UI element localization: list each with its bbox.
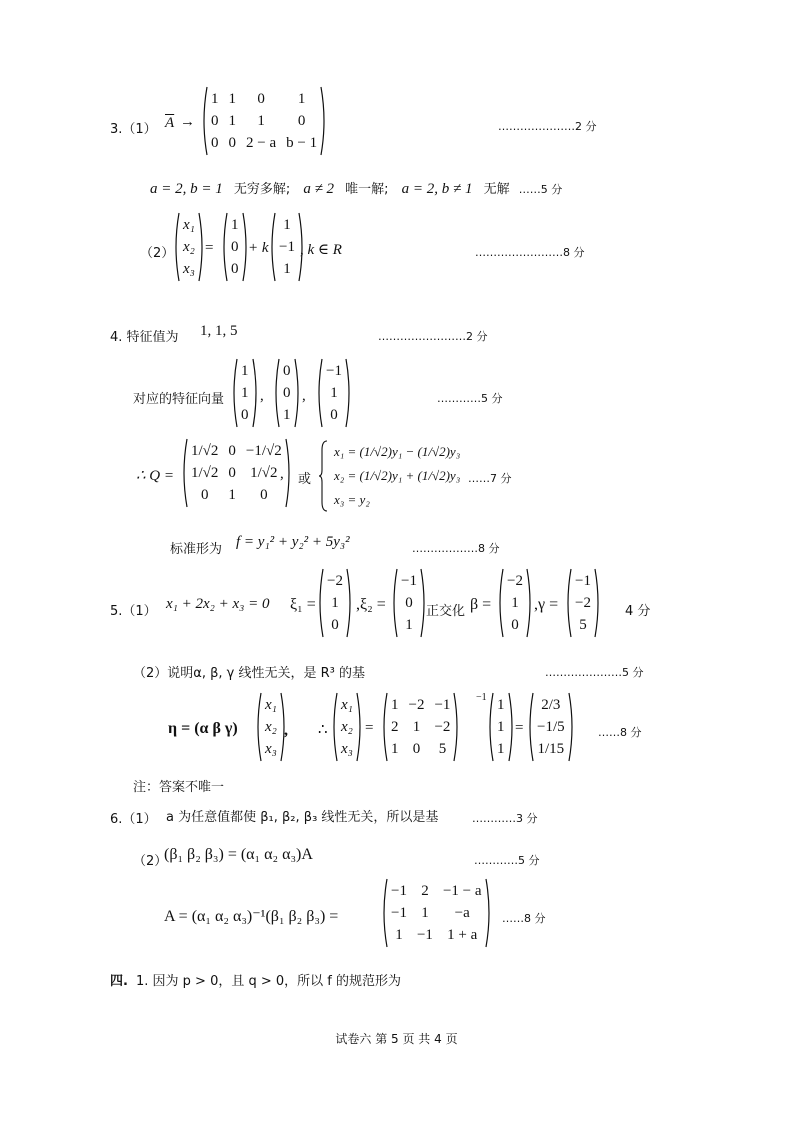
section-four-label: 四. <box>110 974 128 989</box>
q4-label: 4. 特征值为 <box>110 330 179 345</box>
q6-part2-label: （2） <box>133 854 168 869</box>
q5-eta: η = (α β γ) <box>168 720 238 737</box>
q6-label: 6.（1） <box>110 812 157 827</box>
q4-std-text: 标准形为 <box>170 542 223 557</box>
matrix-cell: 2 <box>421 883 429 899</box>
matrix-cell: 0 <box>405 595 413 611</box>
q5-eta-vector <box>254 694 288 764</box>
left-paren <box>220 212 228 282</box>
matrix-cell: 1 <box>231 217 239 233</box>
q5-ones-vector <box>486 694 516 764</box>
matrix-cell: 1/√2 <box>191 465 219 481</box>
q5-score-1: 4 分 <box>625 604 651 619</box>
q5-beta: β = <box>470 596 492 613</box>
matrix-cell: −2 <box>434 719 451 735</box>
q4-eigvec-3 <box>315 360 353 430</box>
matrix-cell: −a <box>454 905 470 921</box>
q5-beta-vector <box>496 570 534 640</box>
right-paren <box>568 692 576 762</box>
system-equation: x₂ = (1/√2)y₁ + (1/√2)y₃ <box>334 468 461 483</box>
q5-xi1-vector <box>316 570 354 640</box>
left-paren <box>172 212 180 282</box>
right-paren <box>485 878 493 948</box>
q4-score-2: …………5 分 <box>437 392 503 405</box>
matrix-cell: −2 <box>327 573 343 589</box>
right-paren <box>356 692 364 762</box>
q5-gamma: ,γ = <box>534 596 559 613</box>
q5-basis-matrix <box>380 694 461 764</box>
left-paren <box>268 212 276 282</box>
right-paren <box>320 86 328 156</box>
left-paren <box>486 692 494 762</box>
matrix-cell: x₃ <box>265 741 277 757</box>
matrix-cell: −2 <box>575 595 591 611</box>
matrix-cell: 1 <box>421 905 429 921</box>
q6-score-1: …………3 分 <box>472 812 538 825</box>
matrix-cell: 1 <box>297 91 306 107</box>
left-paren <box>390 568 398 638</box>
left-paren <box>316 568 324 638</box>
left-paren <box>272 358 280 428</box>
q3-matrix-name: $\overline{A}$ <box>165 115 175 131</box>
equals: = <box>365 720 374 736</box>
matrix-cell: 1 <box>405 617 413 633</box>
matrix-cell: 1 <box>497 719 505 735</box>
q5-part2-text: （2）说明α, β, γ 线性无关，是 R³ 的基 <box>133 666 366 681</box>
matrix-cell: 0 <box>200 487 209 503</box>
q5-label: 5.（1） <box>110 604 157 619</box>
matrix-cell: 1 <box>228 113 236 129</box>
left-paren <box>380 878 388 948</box>
matrix-cell: 1 <box>228 91 236 107</box>
left-paren <box>330 692 338 762</box>
section-four-text: 1. 因为 p > 0，且 q > 0，所以 f 的规范形为 <box>136 974 402 989</box>
comma: , <box>284 722 288 739</box>
matrix-cell: 2 − a <box>246 135 277 151</box>
q5-therefore: ∴ <box>318 722 328 738</box>
q5-gamma-vector <box>564 570 602 640</box>
matrix-cell: −2 <box>408 697 425 713</box>
q6-text1: a 为任意值都使 β₁, β₂, β₃ 线性无关，所以是基 <box>166 810 439 825</box>
matrix-cell: 2/3 <box>541 697 561 713</box>
right-paren <box>285 438 293 508</box>
q3-k-domain: , k ∈ R <box>300 242 342 258</box>
q6-score-3: ……8 分 <box>502 912 546 925</box>
q4-std-form: f = y₁² + y₂² + 5y₃² <box>236 534 350 550</box>
brace-icon <box>318 440 328 512</box>
q3-conditions: a = 2, b = 1 无穷多解; a ≠ 2 唯一解; a = 2, b ≠ 1 无解 ……5 分 <box>150 181 563 197</box>
matrix-cell: x₂ <box>265 719 277 735</box>
matrix-cell: −1 <box>279 239 295 255</box>
comma: , <box>260 388 264 404</box>
left-paren <box>315 358 323 428</box>
matrix-cell: 1 <box>211 91 219 107</box>
matrix-cell: x₁ <box>341 697 353 713</box>
right-paren <box>294 358 302 428</box>
matrix-cell: −2 <box>507 573 523 589</box>
matrix-cell: 0 <box>228 443 236 459</box>
system-equation: x₁ = (1/√2)y₁ − (1/√2)y₃ <box>334 444 461 459</box>
q5-result-vector <box>526 694 576 764</box>
q4-eigvec-text: 对应的特征向量 <box>133 392 225 407</box>
q3-label: 3.（1） <box>110 122 157 137</box>
matrix-cell: 1 <box>395 927 403 943</box>
matrix-cell: x₁ <box>265 697 277 713</box>
q6-eq3: A = (α₁ α₂ α₃)⁻¹(β₁ β₂ β₃) = <box>164 908 339 925</box>
q4-score-3: ……7 分 <box>468 472 512 485</box>
left-paren <box>180 438 188 508</box>
matrix-cell: −1/5 <box>537 719 565 735</box>
matrix-cell: 0 <box>211 135 219 151</box>
matrix-cell: 0 <box>260 487 268 503</box>
q3-plus-k: + k <box>248 240 269 256</box>
matrix-cell: x₃ <box>341 741 353 757</box>
matrix-cell: 0 <box>511 617 519 633</box>
q4-eigenvalues: 1, 1, 5 <box>200 323 238 339</box>
q4-therefore-q: ∴ Q = <box>136 468 174 484</box>
matrix-cell: x₂ <box>183 239 195 255</box>
left-paren <box>496 568 504 638</box>
equals: = <box>515 720 524 736</box>
matrix-cell: 1/√2 <box>250 465 278 481</box>
matrix-cell: −1 <box>326 363 342 379</box>
right-paren <box>345 358 353 428</box>
matrix-cell: −1 − a <box>442 883 482 899</box>
matrix-cell: 1 <box>511 595 519 611</box>
q4-eigvec-1 <box>230 360 260 430</box>
q6-score-2: …………5 分 <box>474 854 540 867</box>
q4-eigvec-2 <box>272 360 302 430</box>
left-paren <box>254 692 262 762</box>
q3-score-1: …………………2 分 <box>498 120 597 133</box>
q4-q-matrix <box>180 440 293 510</box>
matrix-cell: 0 <box>330 407 338 423</box>
matrix-cell: −1 <box>575 573 591 589</box>
left-paren <box>564 568 572 638</box>
q3-augmented-matrix <box>200 88 328 158</box>
q4-or: 或 <box>298 472 312 487</box>
matrix-cell: 0 <box>211 113 219 129</box>
matrix-cell: 1 <box>283 217 291 233</box>
page-footer: 试卷六 第 5 页 共 4 页 <box>335 1032 458 1046</box>
matrix-cell: −1/√2 <box>245 443 282 459</box>
matrix-cell: −1 <box>391 905 407 921</box>
q3-part2-label: （2） <box>140 246 175 261</box>
q5-score-3: ……8 分 <box>598 726 642 739</box>
q5-xi2-vector <box>390 570 428 640</box>
left-paren <box>526 692 534 762</box>
left-paren <box>380 692 388 762</box>
matrix-cell: x₂ <box>341 719 353 735</box>
matrix-cell: 0 <box>241 407 249 423</box>
q3-arrow: → <box>180 114 195 130</box>
q5-score-2: …………………5 分 <box>545 666 644 679</box>
matrix-cell: −1 <box>416 927 433 943</box>
matrix-cell: 5 <box>438 741 447 757</box>
q6-eq2: (β₁ β₂ β₃) = (α₁ α₂ α₃)A <box>164 846 313 863</box>
matrix-cell: 1 <box>391 697 399 713</box>
matrix-cell: 0 <box>231 239 239 255</box>
matrix-cell: 1 <box>241 385 249 401</box>
q5-equation: x₁ + 2x₂ + x₃ = 0 <box>166 596 270 612</box>
q5-xi2: ,ξ₂ = <box>356 596 386 613</box>
matrix-cell: 0 <box>257 91 265 107</box>
right-paren <box>346 568 354 638</box>
left-paren <box>200 86 208 156</box>
matrix-cell: 0 <box>412 741 421 757</box>
matrix-cell: 1 <box>228 487 236 503</box>
matrix-cell: −1 <box>401 573 417 589</box>
right-paren <box>526 568 534 638</box>
q3-score-2: ……………………8 分 <box>475 246 585 259</box>
q4-score-1: ……………………2 分 <box>378 330 488 343</box>
matrix-cell: 0 <box>228 465 236 481</box>
right-paren <box>453 692 461 762</box>
matrix-cell: 1 <box>497 697 505 713</box>
comma: , <box>280 466 284 482</box>
q3-equals: = <box>205 240 214 256</box>
matrix-cell: 0 <box>231 261 239 277</box>
matrix-cell: 0 <box>297 113 306 129</box>
q5-x-vector <box>330 694 364 764</box>
matrix-cell: 0 <box>283 363 291 379</box>
matrix-cell: 1/√2 <box>191 443 219 459</box>
matrix-cell: 1 <box>391 741 399 757</box>
matrix-cell: 1/15 <box>537 741 565 757</box>
q3-x-vector <box>172 214 206 284</box>
matrix-cell: 1 <box>331 595 339 611</box>
matrix-cell: 1 <box>330 385 338 401</box>
comma: , <box>302 388 306 404</box>
matrix-cell: 0 <box>228 135 236 151</box>
q5-orth-text: 正交化 <box>426 604 466 619</box>
q6-a-matrix <box>380 880 493 950</box>
left-paren <box>230 358 238 428</box>
q5-xi1: ξ₁ = <box>290 596 316 613</box>
matrix-cell: 5 <box>579 617 587 633</box>
q3-particular-vector <box>220 214 250 284</box>
matrix-cell: 2 <box>391 719 399 735</box>
matrix-cell: 0 <box>283 385 291 401</box>
matrix-cell: 1 <box>283 407 291 423</box>
matrix-cell: −1 <box>391 883 407 899</box>
matrix-cell: 1 <box>257 113 265 129</box>
matrix-cell: 1 <box>241 363 249 379</box>
right-paren <box>252 358 260 428</box>
matrix-cell: −1 <box>434 697 451 713</box>
matrix-cell: 1 <box>283 261 291 277</box>
q4-score-4: ………………8 分 <box>412 542 500 555</box>
q5-inverse-sup: −1 <box>476 692 487 703</box>
q5-note: 注：答案不唯一 <box>133 780 225 795</box>
matrix-cell: x₁ <box>183 217 195 233</box>
matrix-cell: b − 1 <box>286 135 318 151</box>
right-paren <box>594 568 602 638</box>
matrix-cell: 1 <box>497 741 505 757</box>
matrix-cell: 1 + a <box>447 927 478 943</box>
matrix-cell: 0 <box>331 617 339 633</box>
matrix-cell: 1 <box>412 719 421 735</box>
matrix-cell: x₃ <box>183 261 195 277</box>
system-equation: x₃ = y₂ <box>334 492 370 507</box>
